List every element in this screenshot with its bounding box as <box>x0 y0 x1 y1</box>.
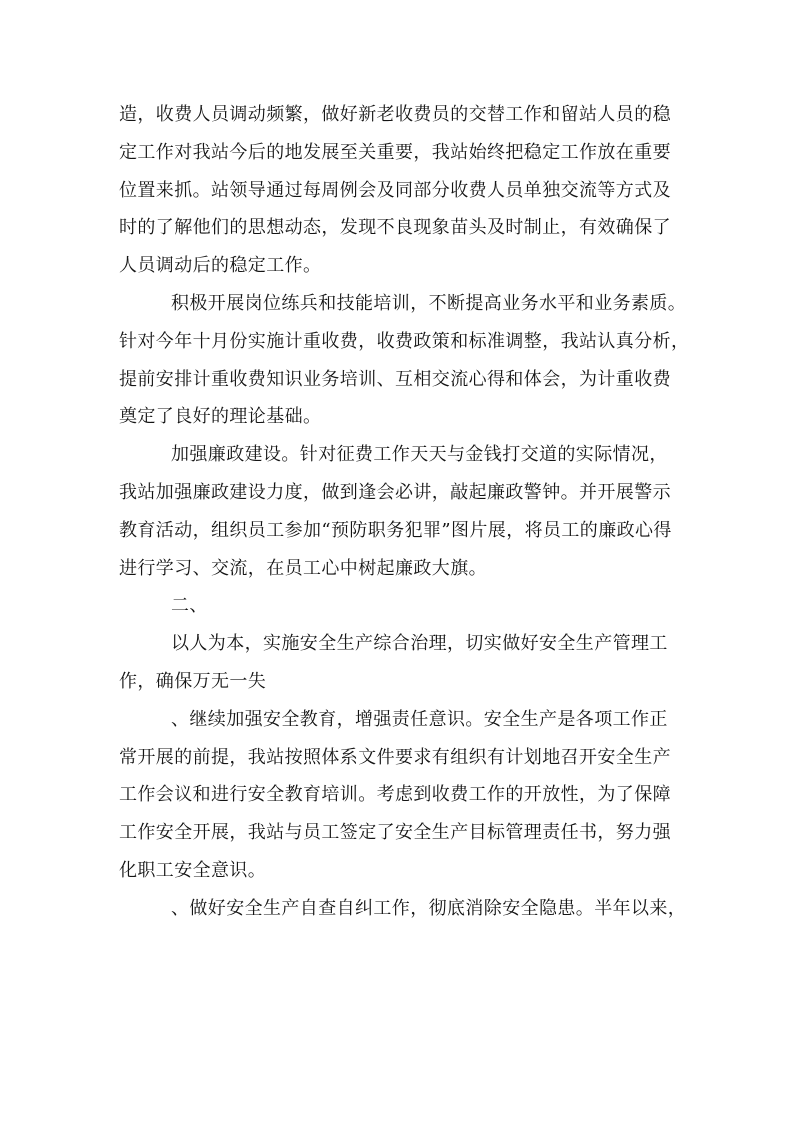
text-line: 化职工安全意识。 <box>119 859 267 881</box>
paragraph-start-line: 、继续加强安全教育，增强责任意识。安全生产是各项工作正 <box>171 708 668 730</box>
paragraph-start-line: 、做好安全生产自查自纠工作，彻底消除安全隐患。半年以来， <box>171 897 687 919</box>
text-line: 工作安全开展，我站与员工签定了安全生产目标管理责任书，努力强 <box>119 822 671 844</box>
text-line: 提前安排计重收费知识业务培训、互相交流心得和体会，为计重收费 <box>119 368 671 390</box>
text-line: 进行学习、交流，在员工心中树起廉政大旗。 <box>119 557 487 579</box>
text-line: 我站加强廉政建设力度，做到逢会必讲，敲起廉政警钟。并开展警示 <box>119 481 671 503</box>
section-heading: 二、 <box>171 595 208 617</box>
text-line: 教育活动，组织员工参加“预防职务犯罪”图片展，将员工的廉政心得 <box>119 519 672 541</box>
text-line: 工作会议和进行安全教育培训。考虑到收费工作的开放性，为了保障 <box>119 784 671 806</box>
text-line: 作，确保万无一失 <box>119 670 267 692</box>
text-line: 常开展的前提，我站按照体系文件要求有组织有计划地召开安全生产 <box>119 746 671 768</box>
paragraph-start-line: 积极开展岗位练兵和技能培训，不断提高业务水平和业务素质。 <box>171 292 687 314</box>
text-line: 人员调动后的稳定工作。 <box>119 255 322 277</box>
paragraph-start-line: 加强廉政建设。针对征费工作天天与金钱打交道的实际情况， <box>171 444 668 466</box>
document-body <box>119 96 691 928</box>
paragraph-start-line: 以人为本，实施安全生产综合治理，切实做好安全生产管理工 <box>171 633 668 655</box>
text-line: 针对今年十月份实施计重收费，收费政策和标准调整，我站认真分析， <box>119 330 690 352</box>
text-line: 奠定了良好的理论基础。 <box>119 406 322 428</box>
text-line: 位置来抓。站领导通过每周例会及同部分收费人员单独交流等方式及 <box>119 179 671 201</box>
text-line: 定工作对我站今后的地发展至关重要，我站始终把稳定工作放在重要 <box>119 141 671 163</box>
text-line: 造，收费人员调动频繁，做好新老收费员的交替工作和留站人员的稳 <box>119 104 671 125</box>
text-line: 时的了解他们的思想动态，发现不良现象苗头及时制止，有效确保了 <box>119 217 671 239</box>
